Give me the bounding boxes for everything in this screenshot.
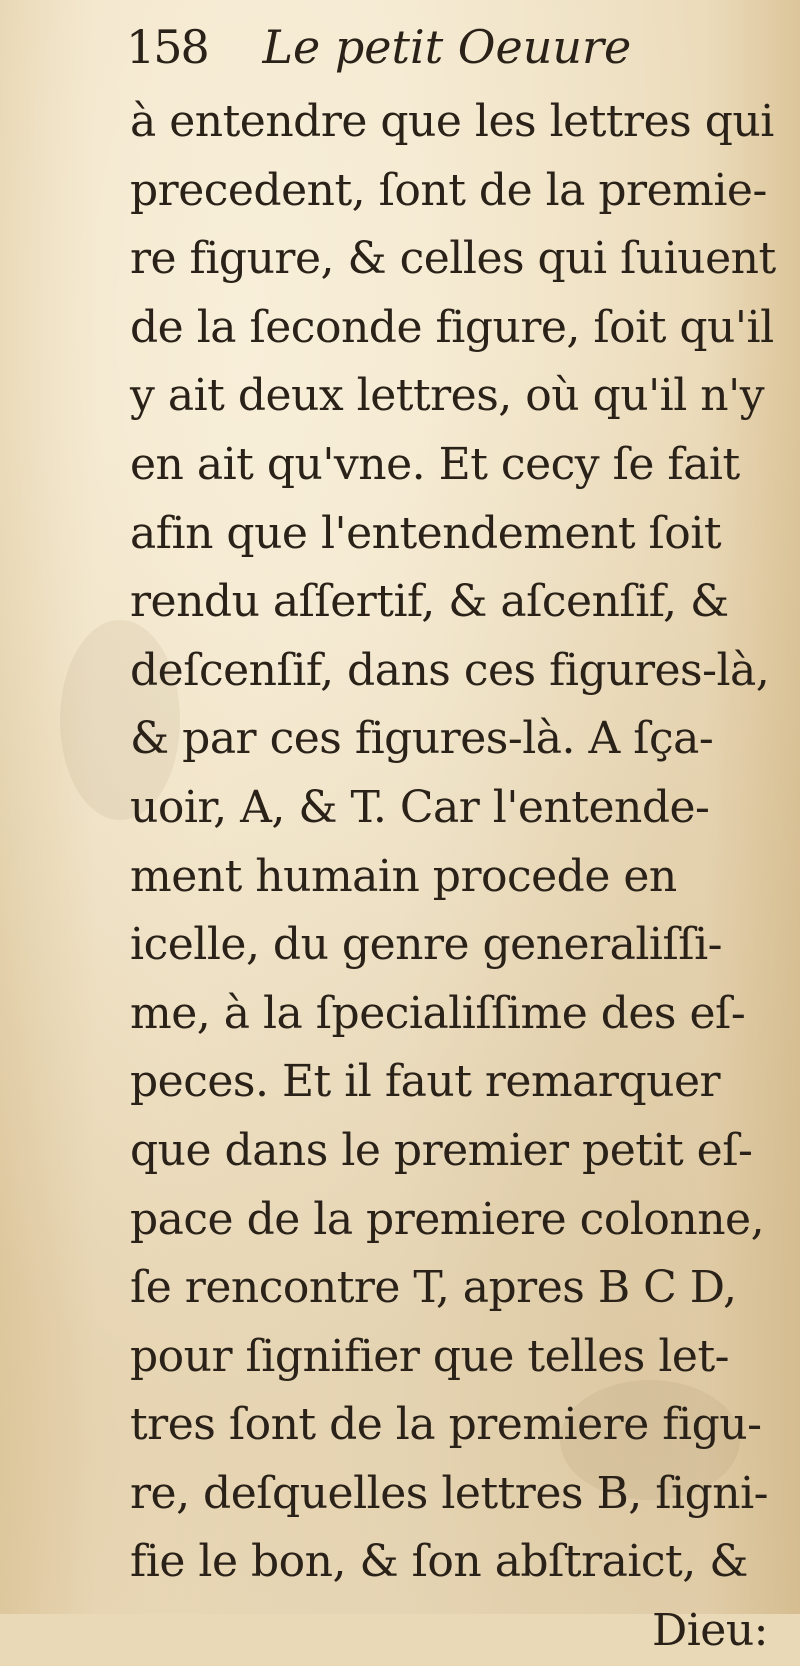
text-line: y ait deux lettres, où qu'il n'y	[130, 370, 765, 422]
text-line: re, deſquelles lettres B, ſigni-	[130, 1467, 769, 1519]
text-line: re figure, & celles qui ſuiuent	[130, 233, 776, 285]
page-header	[126, 12, 766, 82]
text-line: rendu aſſertif, & aſcenſif, &	[130, 576, 729, 628]
text-line: icelle, du genre generaliſſi-	[130, 919, 723, 971]
body-text	[130, 88, 776, 1666]
text-line: fie le bon, & ſon abſtraict, &	[130, 1536, 748, 1588]
text-line: & par ces figures-là. A ſça-	[130, 713, 714, 765]
running-title: Le petit Oeuure	[262, 20, 632, 74]
text-line: pour ſignifier que telles let-	[130, 1330, 730, 1382]
text-line: tres ſont de la premiere figu-	[130, 1399, 762, 1451]
text-line: afin que l'entendement ſoit	[130, 507, 722, 559]
text-line: pace de la premiere colonne,	[130, 1193, 765, 1245]
text-line: uoir, A, & T. Car l'entende-	[130, 781, 710, 833]
text-line: à entendre que les lettres qui	[130, 96, 774, 147]
text-line: precedent, ſont de la premie-	[130, 164, 767, 216]
text-line: que dans le premier petit eſ-	[130, 1124, 753, 1176]
text-line: en ait qu'vne. Et cecy ſe fait	[130, 438, 740, 490]
text-line: ſe rencontre T, apres B C D,	[130, 1262, 737, 1314]
text-line: ment humain procede en	[130, 850, 677, 902]
text-line: me, à la ſpecialiſſime des eſ-	[130, 987, 746, 1039]
text-line: peces. Et il faut remarquer	[130, 1056, 721, 1108]
catchword: Dieu:	[651, 1605, 768, 1657]
text-line: de la ſeconde figure, ſoit qu'il	[130, 301, 774, 353]
page-number: 158	[126, 20, 208, 74]
text-line: deſcenſif, dans ces figures-là,	[130, 644, 770, 696]
